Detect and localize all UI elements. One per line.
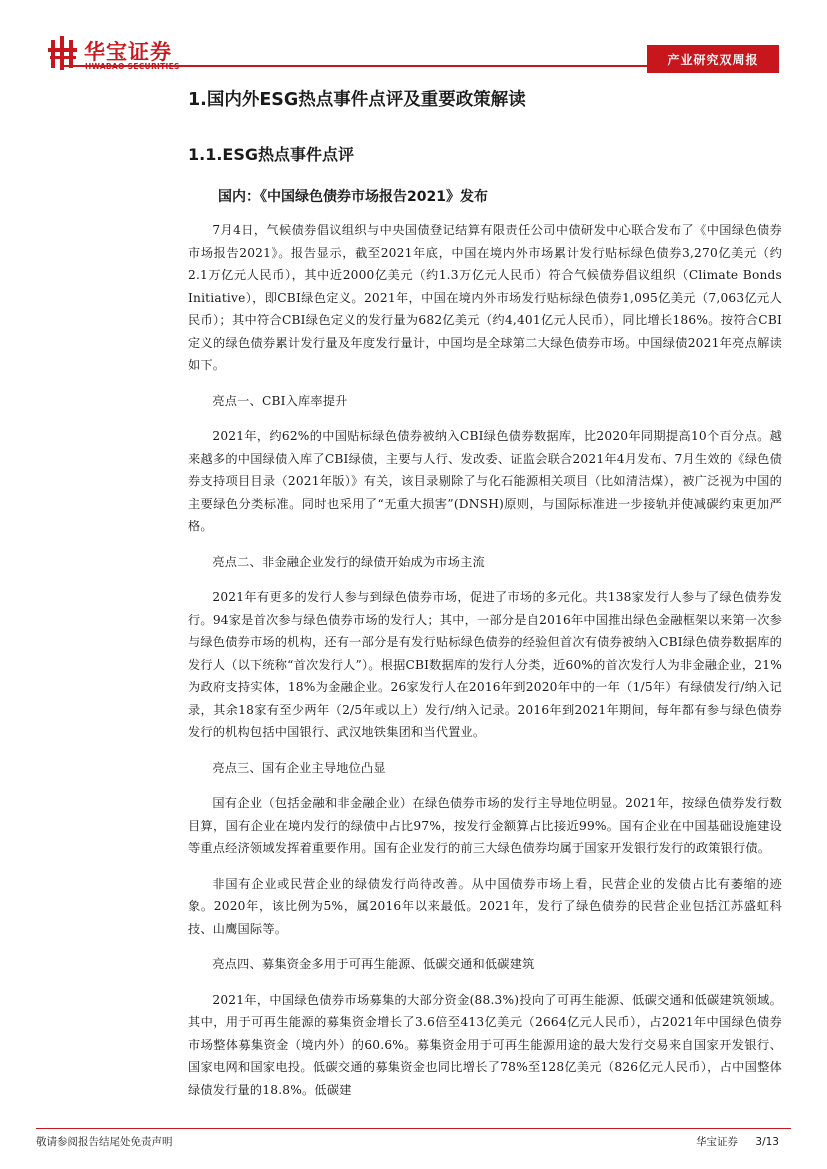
subsection-heading: 国内：《中国绿色债券市场报告2021》发布 [218, 189, 488, 205]
paragraph-intro: 7月4日，气候债券倡议组织与中央国债登记结算有限责任公司中债研发中心联合发布了《中国绿色债券市场报告2021》。报告显示，截至2021年底，中国在境内外市场累计发行贴标绿色债券3,270亿美元（约2.1万亿元人民币），其中近2000亿美元（约1.3万亿元人民币）符合气候债券倡议组织（Climate Bonds Initiative），即CBI绿色定义。2021年，中国在境内外市场发行贴标绿色债券1,095亿美元（7,063亿元人民币）；其中符合CBI绿色定义的发行量为682亿美元（约4,401亿元人民币），同比增长186%。按符合CBI定义的绿色债券累计发行量及年度发行量计，中国均是全球第二大绿色债券市场。中国绿债2021年亮点解读如下。 [188, 223, 782, 372]
highlight-heading-1: 亮点一、CBI入库率提升 [212, 393, 348, 408]
disclaimer-link: 敬请参阅报告结尾处免责声明 [36, 1136, 173, 1148]
section-heading-1: 1.国内外ESG热点事件点评及重要政策解读 [188, 90, 526, 110]
highlight-heading-4: 亮点四、募集资金多用于可再生能源、低碳交通和低碳建筑 [212, 957, 535, 971]
paragraph: 国有企业（包括金融和非金融企业）在绿色债券市场的发行主导地位明显。2021年，按绿色债券发行数目算，国有企业在境内发行的绿债中占比97%，按发行金额算占比接近99%。国有企业在中国基础设施建设等重点经济领域发挥着重要作用。国有企业发行的前三大绿色债券均属于国家开发银行发行的政策银行债。 [188, 796, 782, 855]
footer-company: 华宝证券 [696, 1136, 739, 1148]
paragraph: 2021年，约62%的中国贴标绿色债券被纳入CBI绿色债券数据库，比2020年同期提高10个百分点。越来越多的中国绿债入库了CBI绿债，主要与人行、发改委、证监会联合2021年4月发布、7月生效的《绿色债券支持项目目录（2021年版）》有关，该目录剔除了与化石能源相关项目（比如清洁煤），被广泛视为中国的主要绿色分类标准。同时也采用了“无重大损害”(DNSH)原则，与国际标准进一步接轨并使减碳约束更加严格。 [188, 429, 782, 533]
page-header [0, 0, 827, 84]
footer-info [682, 1134, 779, 1149]
body-text [188, 219, 782, 1114]
paragraph: 非国有企业或民营企业的绿债发行尚待改善。从中国债券市场上看，民营企业的发债占比有萎缩的迹象。2020年，该比例为5%，属2016年以来最低。2021年，发行了绿色债券的民营企业包括江苏盛虹科技、山鹰国际等。 [188, 876, 782, 936]
page-number: 3/13 [755, 1136, 779, 1148]
paragraph: 2021年有更多的发行人参与到绿色债券市场，促进了市场的多元化。共138家发行人参与了绿色债券发行。94家是首次参与绿色债券市场的发行人；其中，一部分是自2016年中国推出绿色金融框架以来第一次参与绿色债券市场的机构，还有一部分是有发行贴标绿色债券的经验但首次有债券被纳入CBI绿色债券数据库的发行人（以下统称“首次发行人”）。根据CBI数据库的发行人分类，近60%的首次发行人为非金融企业，21%为政府支持实体，18%为金融企业。26家发行人在2016年到2020年中的一年（1/5年）有绿债发行/纳入记录，其余18家有至少两年（2/5年或以上）发行/纳入记录。2016年到2021年期间，每年都有参与绿色债券发行的机构包括中国银行、武汉地铁集团和当代置业。 [188, 590, 782, 739]
page-footer [0, 1128, 827, 1169]
highlight-heading-2: 亮点二、非金融企业发行的绿债开始成为市场主流 [212, 554, 485, 569]
highlight-heading-3: 亮点三、国有企业主导地位凸显 [212, 760, 386, 775]
section-heading-1-1: 1.1.ESG热点事件点评 [188, 145, 355, 164]
paragraph: 2021年，中国绿色债券市场募集的大部分资金(88.3%)投向了可再生能源、低碳交通和低碳建筑领域。其中，用于可再生能源的募集资金增长了3.6倍至413亿美元（2664亿元人民币），占2021年中国绿色债券市场整体募集资金（境内外）的60.6%。募集资金用于可再生能源用途的最大发行交易来自国家开发银行、国家电网和国家电投。低碳交通的募集资金也同比增长了78%至128亿美元（826亿元人民币），占中国整体绿债发行量的18.8%。低碳建 [188, 992, 782, 1097]
report-type-badge: 产业研究双周报 [647, 45, 779, 73]
logo-name: 华宝证券 [84, 40, 172, 64]
footer-divider [36, 1128, 791, 1129]
